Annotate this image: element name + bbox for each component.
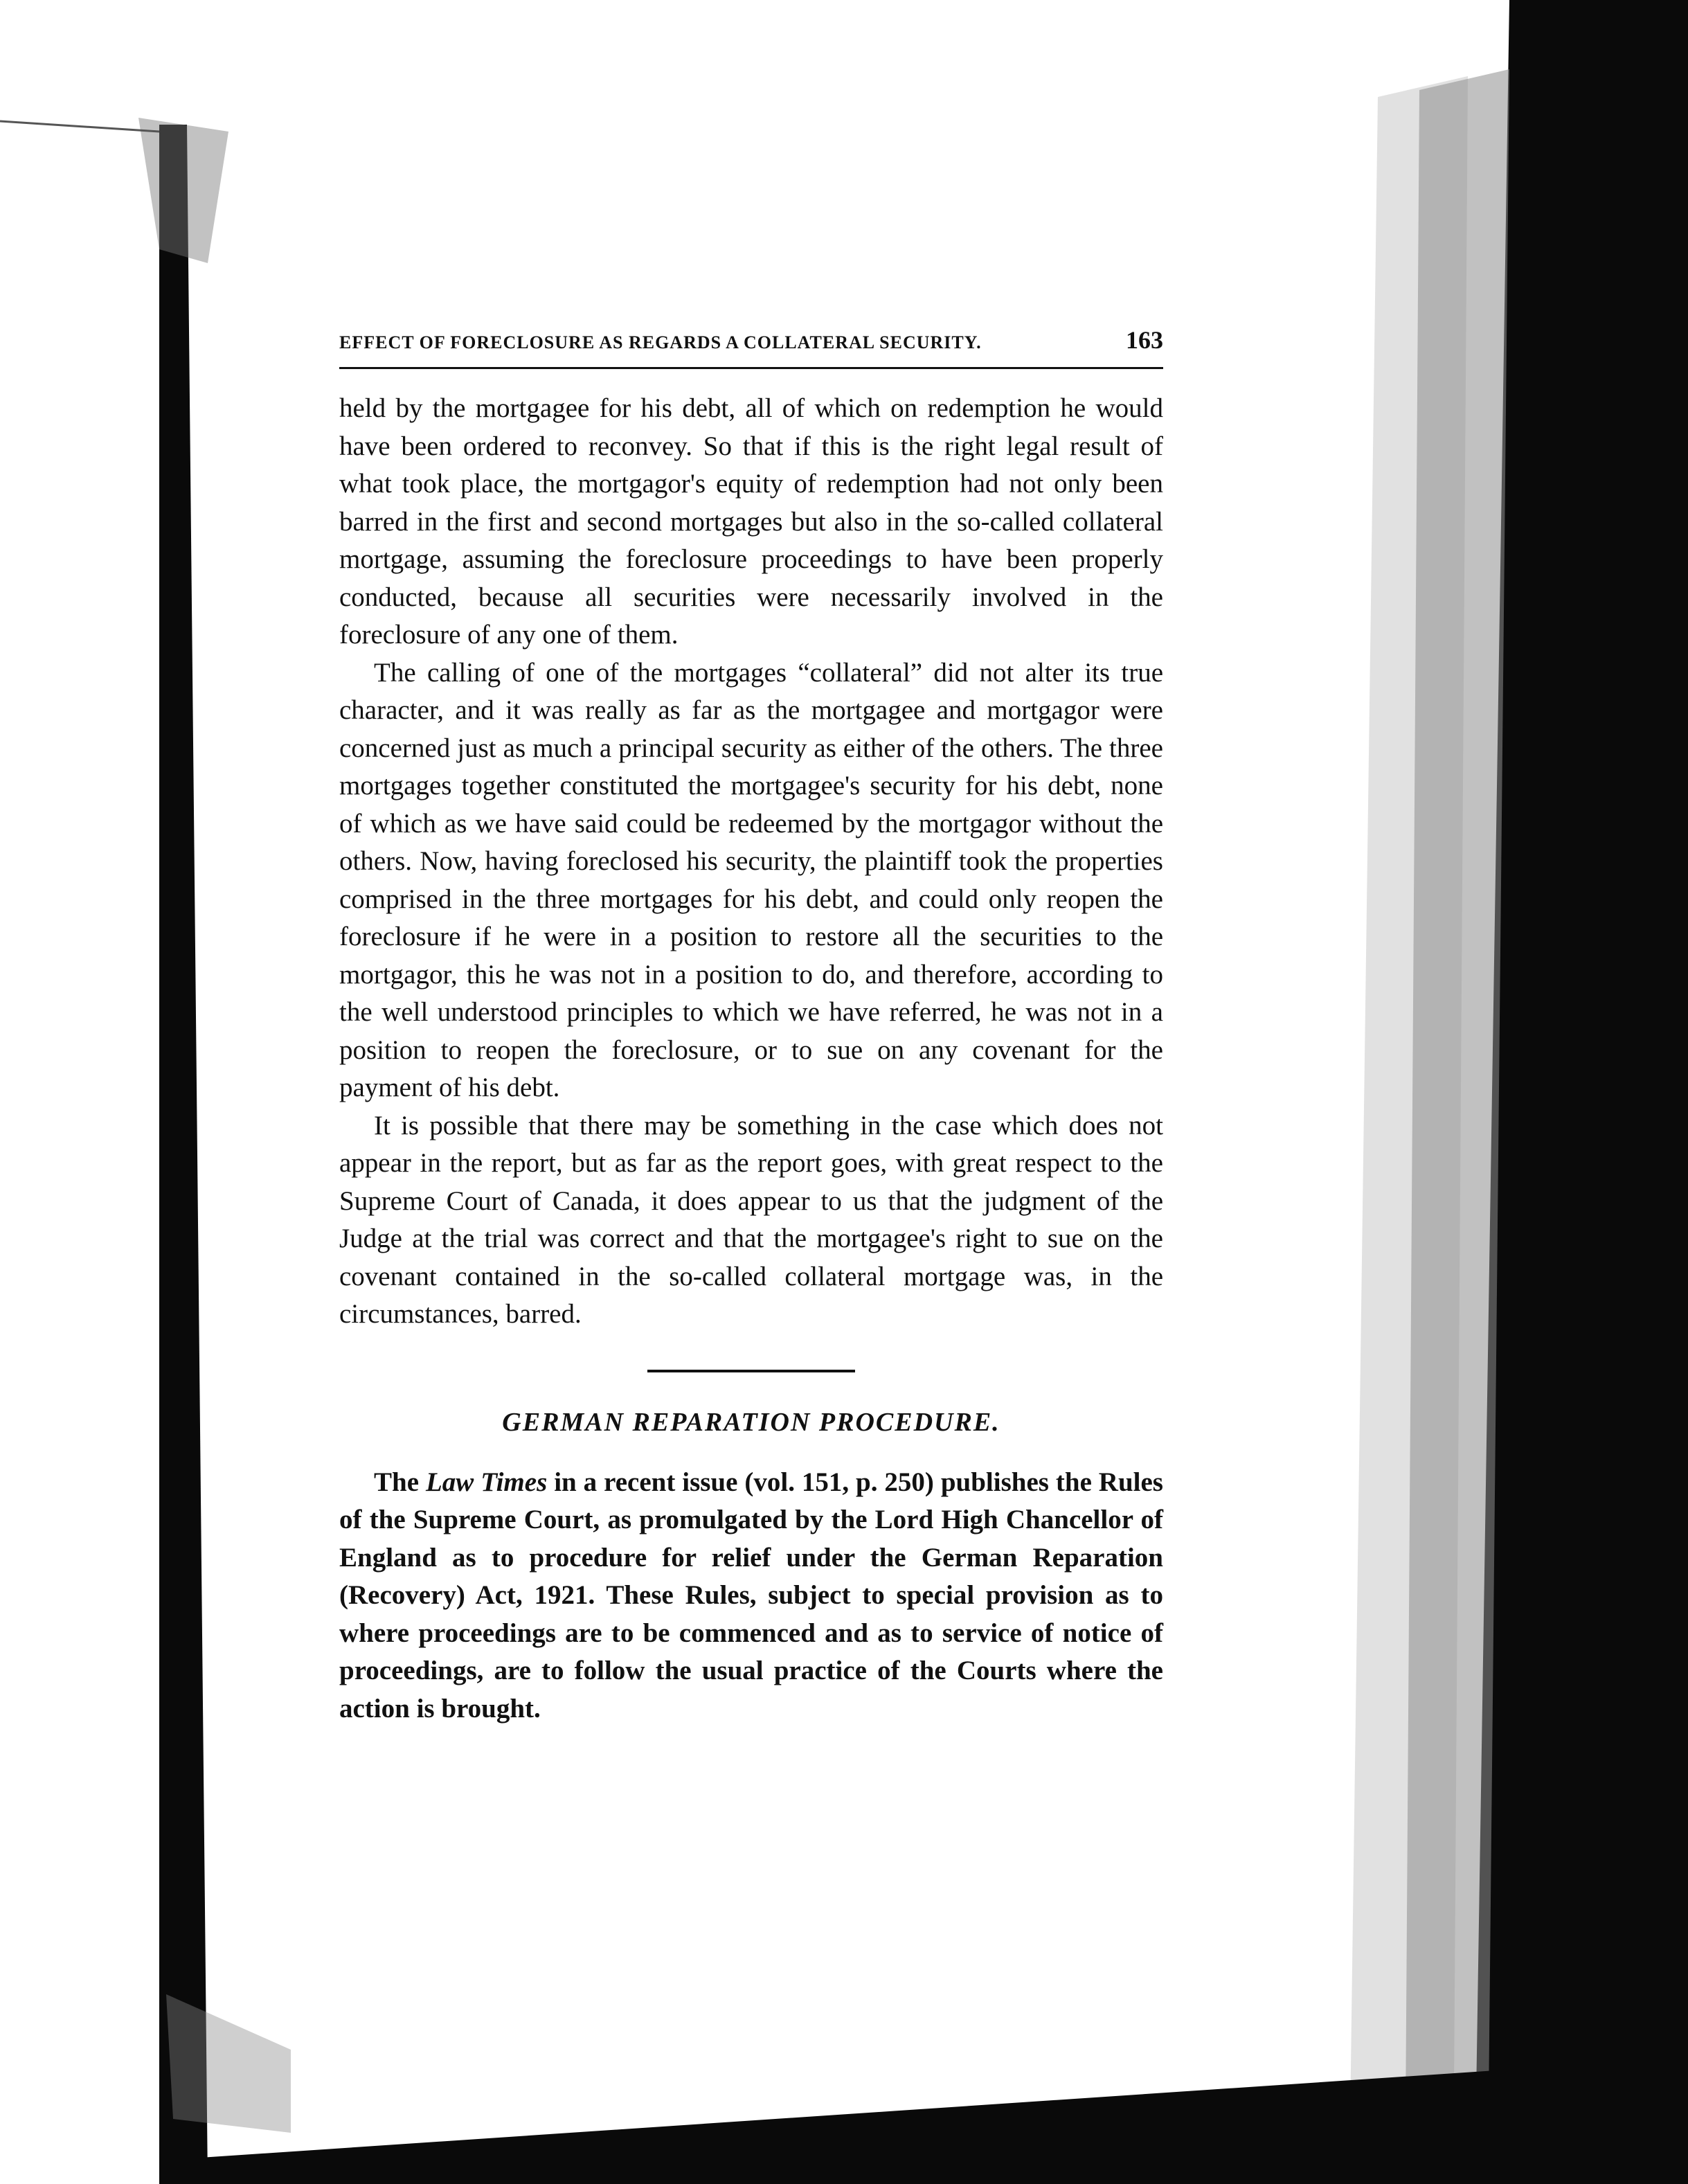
running-head [339, 325, 1163, 369]
paragraph-2: The calling of one of the mortgages “collateral” did not alter its true character, and it was really as far as the mortgagee and mortgagor were concerned just as much a principal security as either of the others. The three mortgages together constituted the mortgagee's security for his debt, none of which as we have said could be redeemed by the mortgagor without the others. Now, having foreclosed his security, the plaintiff took the properties comprised in the three mortgages for his debt, and could only reopen the foreclosure if he were in a position to restore all the securities to the mortgagor, this he was not in a position to do, and therefore, according to the well understood principles to which we have referred, he was not in a position to reopen the foreclosure, or to sue on any covenant for the payment of his debt. [339, 657, 1163, 1102]
section-paragraph-intro: The [374, 1467, 426, 1497]
section-divider [647, 1370, 855, 1372]
section-paragraph-rest: in a recent issue (vol. 151, p. 250) publishes the Rules of the Supreme Court, as promulgated by the Lord High Chancellor of England as to procedure for relief under the German Reparation (Recovery) Act, 1921. These Rules, subject to special provision as to where proceedings are to be commenced and as to service of notice of proceedings, are to follow the usual practice of the Courts where the action is brought. [339, 1467, 1163, 1724]
page-content [339, 325, 1163, 1728]
running-head-title: EFFECT OF FORECLOSURE AS REGARDS A COLLATERAL SECURITY. [339, 332, 982, 352]
page-number: 163 [1126, 326, 1163, 354]
publication-title: Law Times [425, 1467, 548, 1497]
section-paragraph [339, 1464, 1163, 1728]
paragraph-3: It is possible that there may be something in the case which does not appear in the report, but as far as the report goes, with great respect to the Supreme Court of Canada, it does appear to us that the judgment of the Judge at the trial was correct and that the mortgagee's right to sue on the covenant contained in the so-called collateral mortgage was, in the circumstances, barred. [339, 1110, 1163, 1329]
section-heading: GERMAN REPARATION PROCEDURE. [502, 1407, 1000, 1437]
paragraph-1: held by the mortgagee for his debt, all of which on redemption he would have been ordered to reconvey. So that if this is the right legal result of what took place, the mortgagor's equity of redemption had not only been barred in the first and second mortgages but also in the so-called collateral mortgage, assuming the foreclosure proceedings to have been properly conducted, because all securities were necessarily involved in the foreclosure of any one of them. [339, 393, 1163, 650]
